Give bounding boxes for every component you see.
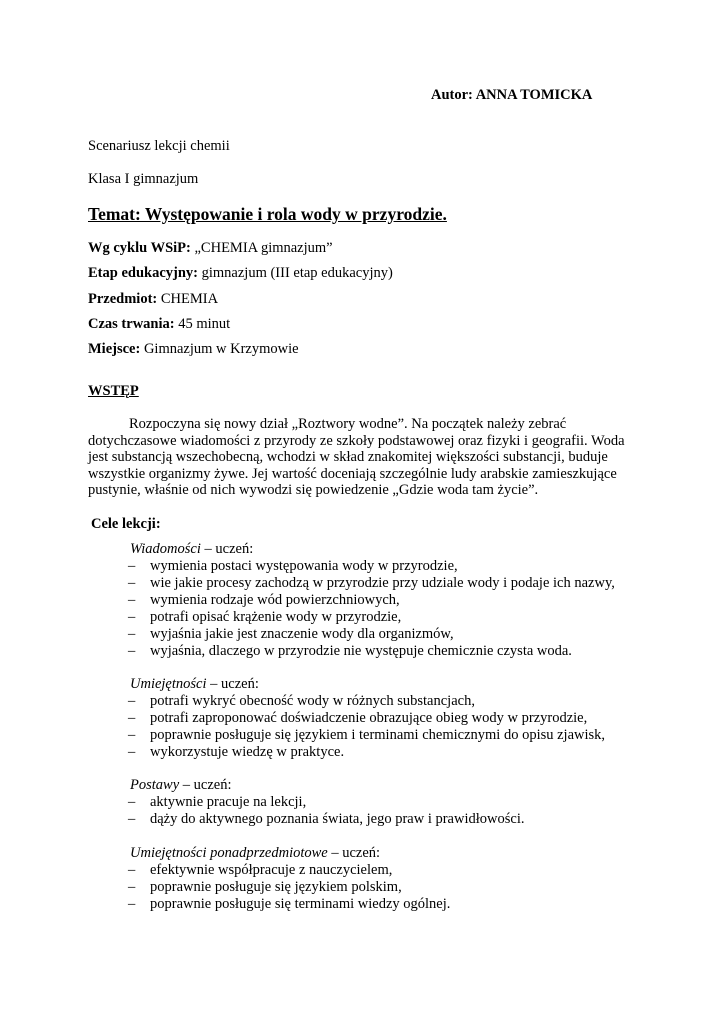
list-item: – potrafi zaproponować doświadczenie obrazujące obieg wody w przyrodzie, [128, 710, 588, 726]
list-item: – aktywnie pracuje na lekcji, [128, 794, 307, 810]
list-item: – wymienia postaci występowania wody w przyrodzie, [128, 558, 458, 574]
intro-heading: WSTĘP [88, 383, 139, 399]
list-item: – poprawnie posługuje się terminami wiedzy ogólnej. [128, 896, 451, 912]
list-item: – wyjaśnia jakie jest znaczenie wody dla organizmów, [128, 626, 454, 642]
meta-value: gimnazjum (III etap edukacyjny) [201, 265, 393, 281]
meta-value: 45 minut [178, 316, 231, 332]
meta-value: CHEMIA [160, 291, 219, 307]
lesson-title: Temat: Występowanie i rola wody w przyrodzie. [88, 204, 447, 224]
group-suffix: – uczeń: [200, 541, 254, 557]
list-item: – wykorzystuje wiedzę w praktyce. [128, 744, 345, 760]
meta-value: Gimnazjum w Krzymowie [143, 341, 299, 357]
author-line: Autor: ANNA TOMICKA [431, 87, 593, 103]
meta-row-place [88, 341, 299, 358]
goals-group-knowledge-heading [130, 541, 253, 558]
meta-label: Etap edukacyjny: [88, 265, 198, 281]
group-label: Umiejętności [130, 676, 207, 692]
meta-row-subject [88, 291, 218, 308]
meta-row-duration [88, 316, 230, 333]
list-item: – dąży do aktywnego poznania świata, jego praw i prawidłowości. [128, 811, 525, 827]
list-item: – poprawnie posługuje się językiem polskim, [128, 879, 402, 895]
document-subtitle: Scenariusz lekcji chemii [88, 138, 230, 154]
list-item: – efektywnie współpracuje z nauczycielem, [128, 862, 393, 878]
group-label: Umiejętności ponadprzedmiotowe [130, 845, 328, 861]
list-item: – potrafi wykryć obecność wody w różnych substancjach, [128, 693, 475, 709]
meta-label: Wg cyklu WSiP: [88, 240, 191, 256]
goals-group-attitudes-heading [130, 777, 231, 794]
list-item: – wymienia rodzaje wód powierzchniowych, [128, 592, 400, 608]
class-level: Klasa I gimnazjum [88, 171, 199, 187]
meta-row-cycle [88, 240, 333, 257]
group-label: Wiadomości [130, 541, 201, 557]
list-item: – potrafi opisać krążenie wody w przyrodzie, [128, 609, 402, 625]
goals-heading: Cele lekcji: [91, 516, 161, 532]
group-suffix: – uczeń: [179, 777, 232, 793]
goals-group-cross-curricular-heading [130, 845, 380, 862]
intro-paragraph: Rozpoczyna się nowy dział „Roztwory wodne”. Na początek należy zebrać dotychczasowe wiadomości z przyrody ze szkoły podstawowej oraz fizyki i geografii. Woda jest substancją wszechobecną, wchodzi w skład znakomitej większości substancji, buduje wszystkie organizmy żywe. Jej wartość doceniają szczególnie ludy arabskie zamieszkujące pustynie, właśnie od nich wywodzi się powiedzenie „Gdzie woda tam życie”. [88, 416, 625, 498]
group-suffix: – uczeń: [327, 845, 381, 861]
meta-value: „CHEMIA gimnazjum” [194, 240, 333, 256]
meta-label: Miejsce: [88, 341, 141, 357]
list-item: – wyjaśnia, dlaczego w przyrodzie nie występuje chemicznie czysta woda. [128, 643, 572, 659]
list-item: – wie jakie procesy zachodzą w przyrodzie przy udziale wody i podaje ich nazwy, [128, 575, 615, 591]
meta-label: Przedmiot: [88, 291, 158, 307]
meta-label: Czas trwania: [88, 316, 175, 332]
group-suffix: – uczeń: [206, 676, 259, 692]
goals-group-skills-heading [130, 676, 259, 693]
group-label: Postawy [130, 777, 180, 793]
list-item: – poprawnie posługuje się językiem i terminami chemicznymi do opisu zjawisk, [128, 727, 606, 743]
meta-row-stage [88, 265, 393, 282]
